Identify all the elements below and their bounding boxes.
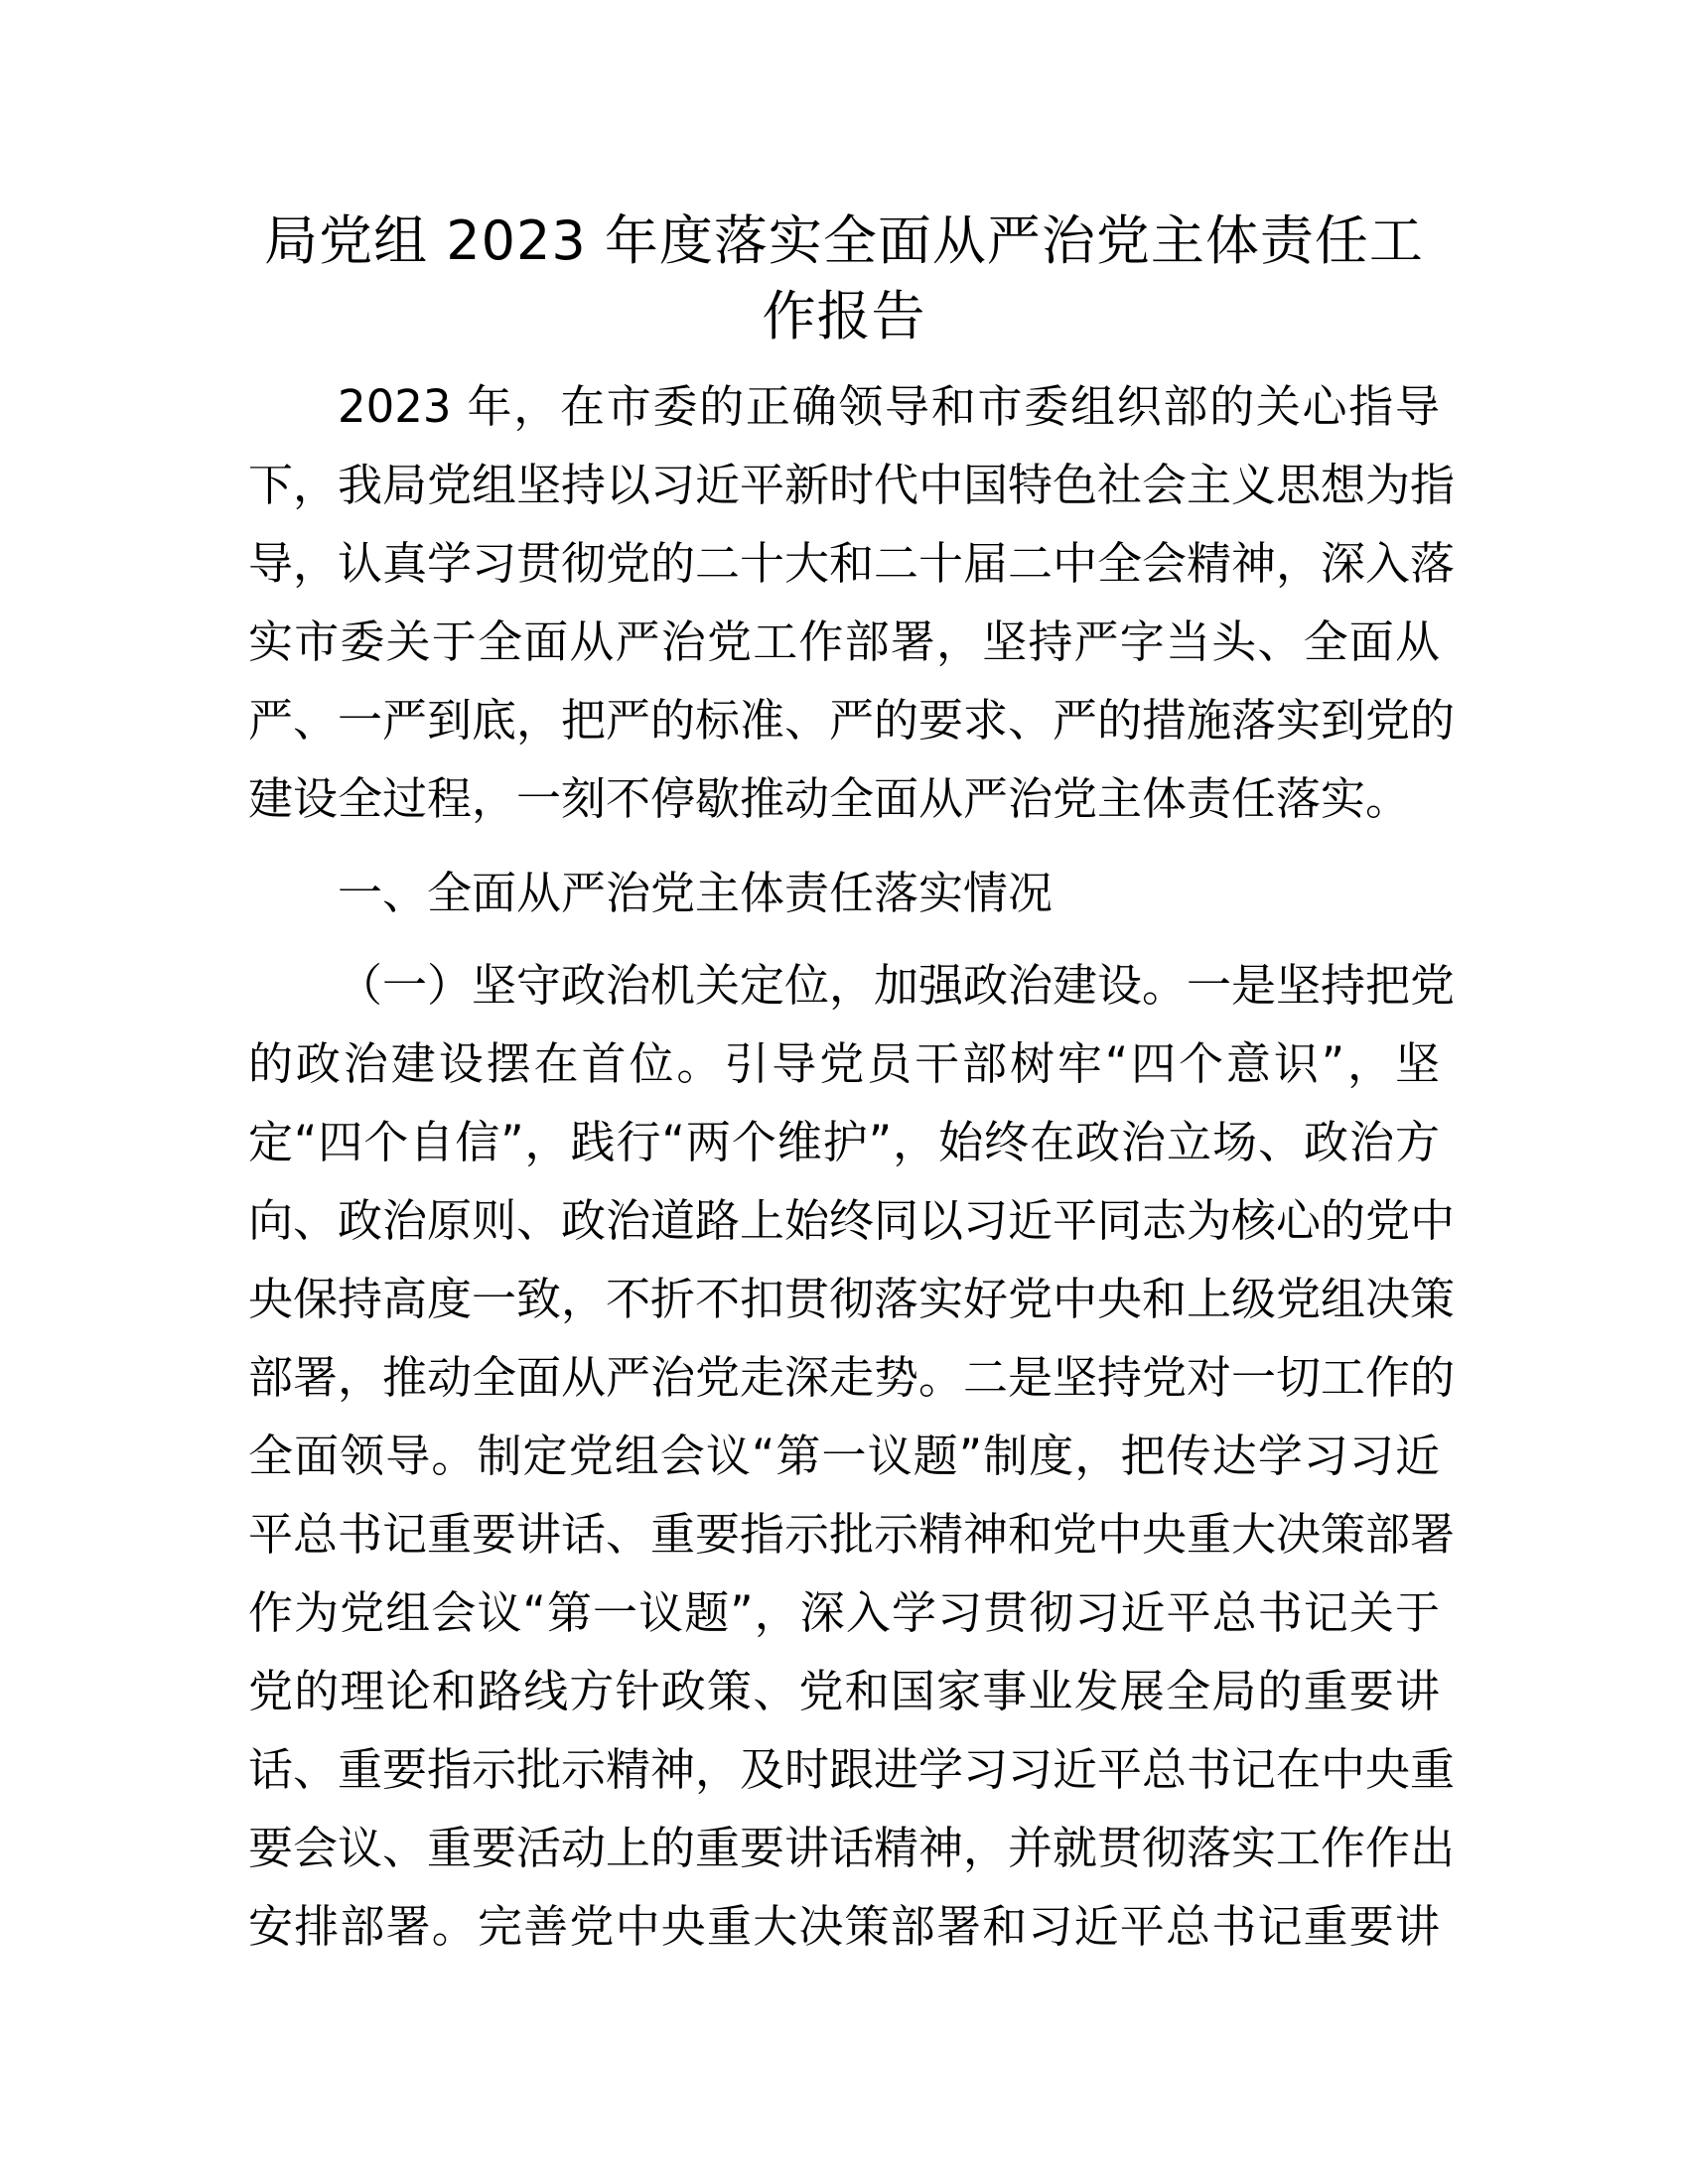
paragraph-line: 定“四个自信”，践行“两个维护”，始终在政治立场、政治方 (248, 1116, 1440, 1168)
paragraph-line: 部署，推动全面从严治党走深走势。二是坚持党对一切工作的 (248, 1351, 1456, 1404)
paragraph-line: 安排部署。完善党中央重大决策部署和习近平总书记重要讲 (248, 1900, 1440, 1953)
paragraph-line: 作为党组会议“第一议题”，深入学习贯彻习近平总书记关于 (248, 1586, 1440, 1639)
section-paragraph (248, 946, 1456, 1966)
paragraph-line: 党的理论和路线方针政策、党和国家事业发展全局的重要讲 (248, 1665, 1440, 1717)
paragraph-line: 严、一严到底，把严的标准、严的要求、严的措施落实到党的 (248, 694, 1456, 747)
intro-paragraph (248, 367, 1456, 838)
paragraph-line: 下，我局党组坚持以习近平新时代中国特色社会主义思想为指 (248, 459, 1456, 511)
paragraph-line: 全面领导。制定党组会议“第一议题”制度，把传达学习习近 (248, 1430, 1440, 1482)
title-line: 作报告 (762, 285, 926, 347)
paragraph-line: 导，认真学习贯彻党的二十大和二十届二中全会精神，深入落 (248, 537, 1456, 590)
heading-text: 一、全面从严治党主体责任落实情况 (338, 867, 1054, 919)
paragraph-line: 建设全过程，一刻不停歇推动全面从严治党主体责任落实。 (248, 772, 1411, 825)
paragraph-line: 要会议、重要活动上的重要讲话精神，并就贯彻落实工作作出 (248, 1822, 1456, 1874)
section-heading (248, 854, 1440, 932)
paragraph-line: 的政治建设摆在首位。引导党员干部树牢“四个意识”，坚 (248, 1037, 1440, 1090)
document-title (248, 204, 1440, 354)
paragraph-line: （一）坚守政治机关定位，加强政治建设。一是坚持把党 (338, 959, 1456, 1012)
paragraph-line: 向、政治原则、政治道路上始终同以习近平同志为核心的党中 (248, 1194, 1456, 1247)
paragraph-line: 央保持高度一致，不折不扣贯彻落实好党中央和上级党组决策 (248, 1273, 1456, 1325)
paragraph-line: 平总书记重要讲话、重要指示批示精神和党中央重大决策部署 (248, 1508, 1456, 1561)
paragraph-line: 实市委关于全面从严治党工作部署，坚持严字当头、全面从 (248, 615, 1440, 668)
title-line: 局党组 2023 年度落实全面从严治党主体责任工 (264, 209, 1424, 272)
paragraph-line: 2023 年，在市委的正确领导和市委组织部的关心指导 (338, 380, 1440, 433)
paragraph-line: 话、重要指示批示精神，及时跟进学习习近平总书记在中央重 (248, 1743, 1456, 1796)
